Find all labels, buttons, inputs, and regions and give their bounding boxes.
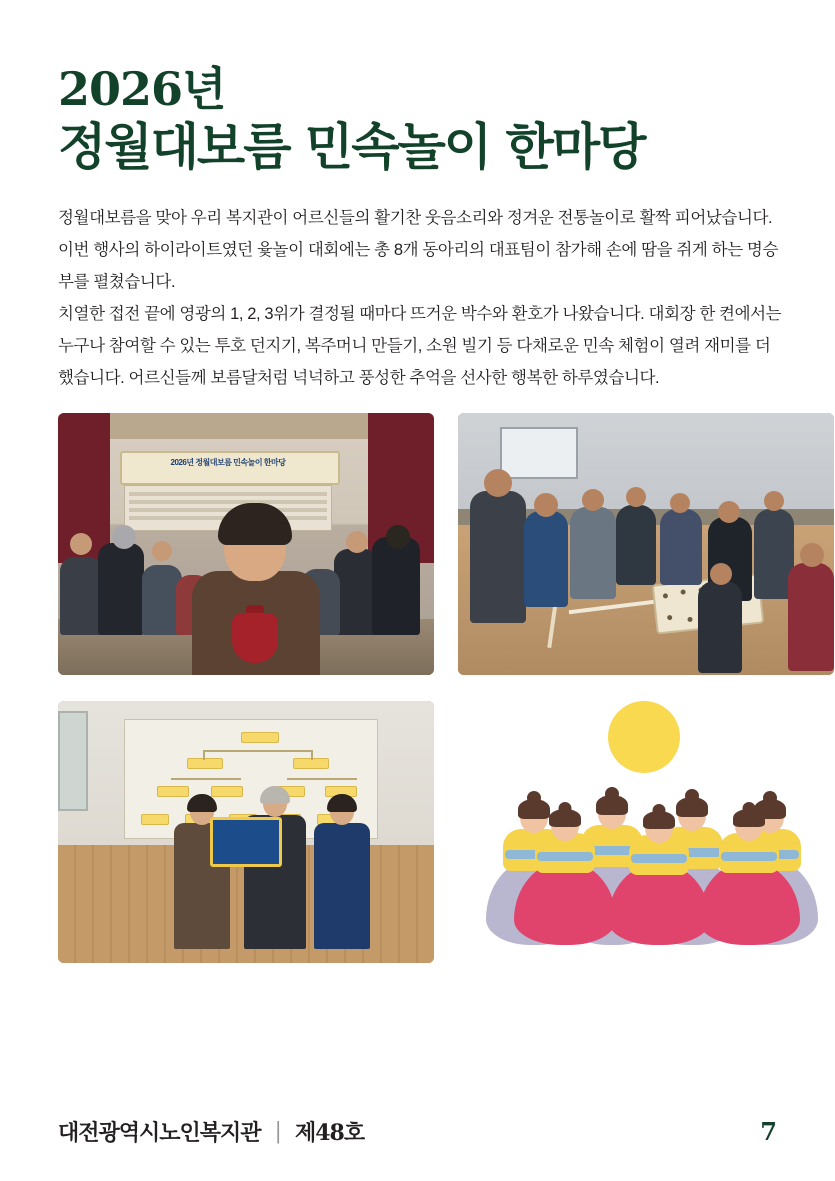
page-title [58,64,777,176]
photo3-person-right [314,799,370,949]
page-footer [58,1116,777,1147]
photo1-lucky-pouch [232,613,278,663]
photo-pouch-participant [58,413,434,675]
footer-issue: 제48호 [294,1120,365,1146]
ganggangsullae-illustration [458,701,834,963]
photo1-banner-text: 2026년 정월대보름 민속놀이 한마당 [170,457,286,467]
footer-info [58,1116,364,1147]
photo-award-ceremony [58,701,434,963]
dancer-front-3 [698,813,800,945]
title-main: 정월대보름 민속놀이 한마당 [58,116,645,176]
article-paragraph-2: 치열한 접전 끝에 영광의 1, 2, 3위가 결정될 때마다 뜨거운 박수와 환호가 나왔습니다. 대회장 한 켠에서는 누구나 참여할 수 있는 투호 던지기, 복주머니 만들기, 소원 빌기 등 다채로운 민속 체험이 열려 재미를 더했습니다. 어르신들께 보름달처럼 넉넉하고 풍성한 추억을 선사한 행복한 하루였습니다. [58,305,782,388]
title-year: 2026년 [58,62,226,116]
footer-organization: 대전광역시노인복지관 [58,1120,261,1146]
full-moon-icon [608,701,680,773]
photo2-participants [458,413,834,675]
photo-grid [58,413,777,953]
photo1-stage [110,413,368,439]
photo1-foreground-person [186,509,326,675]
photo3-award-plaque [210,817,282,867]
article-body [58,202,784,395]
dancer-front-2 [608,817,710,945]
article-paragraph-1: 정월대보름을 맞아 우리 복지관이 어르신들의 활기찬 웃음소리와 정겨운 전통놀이로 활짝 피어났습니다. 이번 행사의 하이라이트였던 윷놀이 대회에는 총 8개 동아리의 대표팀이 참가해 손에 땀을 쥐게 하는 명승부를 펼쳤습니다. [58,208,778,291]
page-number: 7 [760,1117,777,1146]
photo-yut-game [458,413,834,675]
photo3-door [58,711,88,811]
dancer-front-1 [514,813,616,945]
footer-separator: | [274,1119,281,1144]
photo3-person-center [244,791,306,949]
